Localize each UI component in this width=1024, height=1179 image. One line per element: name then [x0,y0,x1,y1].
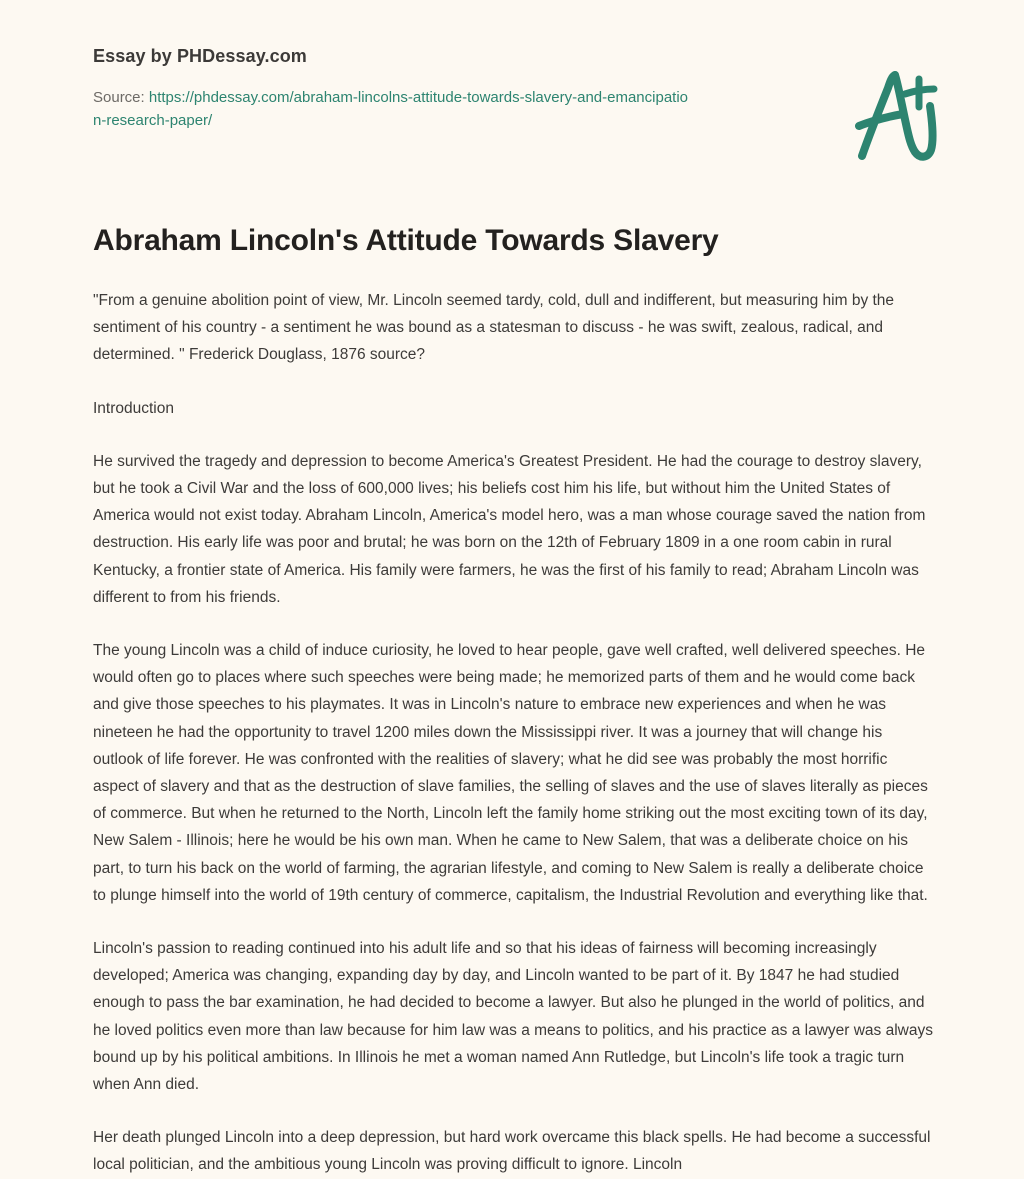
section-heading-introduction: Introduction [93,399,174,417]
source-label: Source: [93,89,145,106]
source-url-link[interactable]: https://phdessay.com/abraham-lincolns-attitude-towards-slavery-and-emancipation-research-paper/ [93,89,689,129]
a-plus-logo [842,64,946,168]
document-header [93,44,931,132]
article-body [93,222,933,1179]
page-title: Abraham Lincoln's Attitude Towards Slavery [93,224,719,257]
body-paragraph-2: The young Lincoln was a child of induce curiosity, he loved to hear people, gave well crafted, well delivered speeches. He would often go to places where such speeches were being made; he memorized parts of them and he would come back and give those speeches to his playmates. It was in Lincoln's nature to embrace new experiences and when he was nineteen he had the opportunity to travel 1200 miles down the Mississippi river. It was a journey that will change his outlook of life forever. He was confronted with the realities of slavery; what he did see was probably the most horrific aspect of slavery and that as the destruction of slave families, the selling of slaves and the use of slaves literally as pieces of commerce. But when he returned to the North, Lincoln left the family home striking out the most exciting town of its day, New Salem - Illinois; here he would be his own man. When he came to New Salem, that was a deliberate choice on his part, to turn his back on the world of farming, the agrarian lifestyle, and coming to New Salem is really a deliberate choice to plunge himself into the world of 19th century of commerce, capitalism, the Industrial Revolution and everything like that. [93,642,928,904]
brand-byline: Essay by PHDessay.com [93,46,307,66]
epigraph-quote: "From a genuine abolition point of view, Mr. Lincoln seemed tardy, cold, dull and indifferent, but measuring him by the sentiment of his country - a sentiment he was bound as a statesman to discuss - he was swift, zealous, radical, and determined. " Frederick Douglass, 1876 source? [93,292,895,364]
a-plus-logo-icon [842,64,946,168]
body-paragraph-1: He survived the tragedy and depression to become America's Greatest President. He had the courage to destroy slavery, but he took a Civil War and the loss of 600,000 lives; his beliefs cost him his life, but without him the United States of America would not exist today. Abraham Lincoln, America's model hero, was a man whose courage saved the nation from destruction. His early life was poor and brutal; he was born on the 12th of February 1809 in a one room cabin in rural Kentucky, a frontier state of America. His family were farmers, he was the first of his family to read; Abraham Lincoln was different to from his friends. [93,452,926,606]
body-paragraph-3: Lincoln's passion to reading continued into his adult life and so that his ideas of fairness will becoming increasingly developed; America was changing, expanding day by day, and Lincoln wanted to be part of it. By 1847 he had studied enough to pass the bar examination, he had decided to become a lawyer. But also he plunged in the world of politics, and he loved politics even more than law because for him law was a means to politics, and his practice as a lawyer was always bound up by his political ambitions. In Illinois he met a woman named Ann Rutledge, but Lincoln's life took a tragic turn when Ann died. [93,940,933,1094]
body-paragraph-4: Her death plunged Lincoln into a deep depression, but hard work overcame this black spells. He had become a successful local politician, and the ambitious young Lincoln was proving difficult to ignore. Lincoln [93,1129,931,1174]
source-line [93,86,693,132]
